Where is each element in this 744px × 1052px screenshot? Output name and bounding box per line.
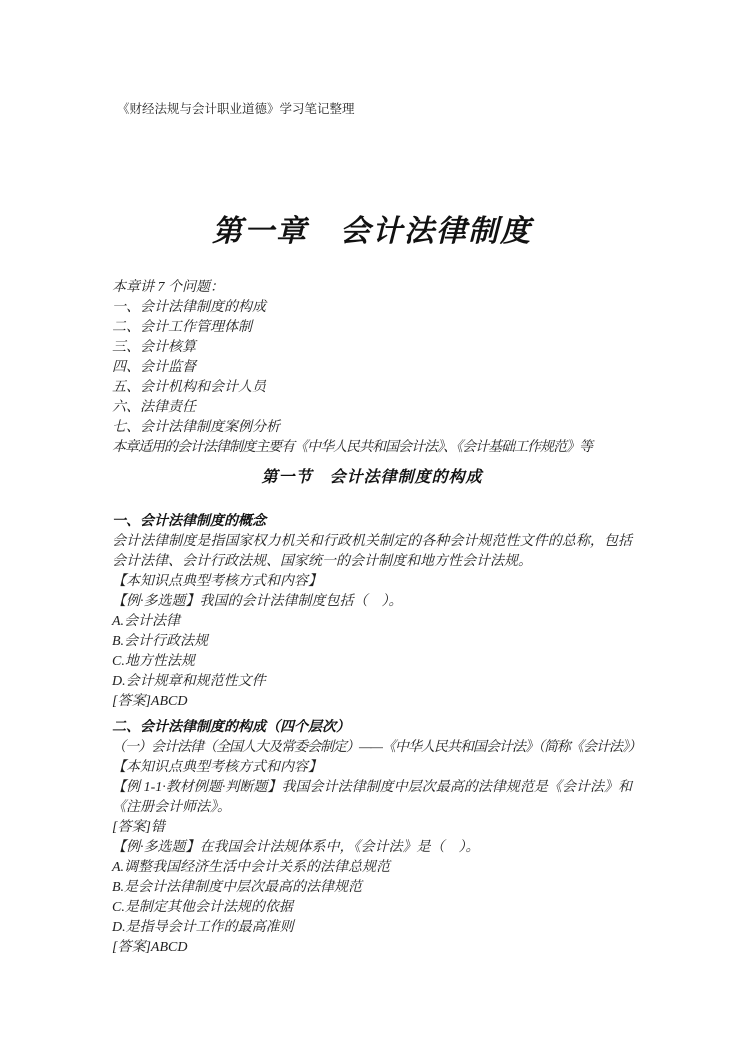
intro-item-3: 三、会计核算 [112, 340, 196, 355]
example2-answer: [答案]错 [112, 820, 165, 835]
section-title: 第一节 会计法律制度的构成 [261, 469, 483, 486]
intro-lead: 本章讲 7 个问题： [112, 280, 224, 295]
example1-answer: [答案]ABCD [112, 694, 188, 709]
example3-option-b: B.是会计法律制度中层次最高的法律规范 [112, 880, 363, 895]
example1-option-d: D.会计规章和规范性文件 [112, 674, 266, 689]
example1-question: 【例·多选题】我国的会计法律制度包括（ ）。 [112, 594, 403, 609]
subsection-heading-concept: 一、会计法律制度的概念 [112, 514, 266, 529]
document-header: 《财经法规与会计职业道德》学习笔记整理 [117, 102, 355, 116]
document-body [112, 278, 641, 958]
intro-item-2: 二、会计工作管理体制 [112, 320, 252, 335]
subsection-heading-structure: 二、会计法律制度的构成（四个层次） [112, 720, 350, 735]
intro-item-5: 五、会计机构和会计人员 [112, 380, 266, 395]
intro-item-6: 六、法律责任 [112, 400, 196, 415]
intro-applicable-note: 本章适用的会计法律制度主要有《中华人民共和国会计法》、《会计基础工作规范》等 [112, 440, 592, 455]
example1-option-b: B.会计行政法规 [112, 634, 209, 649]
example3-option-c: C.是制定其他会计法规的依据 [112, 900, 293, 915]
example2-question: 【例 1-1·教材例题·判断题】我国会计法律制度中层次最高的法律规范是《会计法》和《注册会计师法》。 [112, 780, 632, 815]
chapter-title: 第一章 会计法律制度 [212, 215, 532, 248]
example3-question: 【例·多选题】在我国会计法规体系中，《会计法》是（ ）。 [112, 840, 480, 855]
exam-note-2: 【本知识点典型考核方式和内容】 [112, 760, 322, 775]
intro-item-1: 一、会计法律制度的构成 [112, 300, 266, 315]
example1-option-c: C.地方性法规 [112, 654, 195, 669]
intro-item-7: 七、会计法律制度案例分析 [112, 420, 280, 435]
level1-accounting-law-line: （一）会计法律（全国人大及常委会制定）——《中华人民共和国会计法》（简称《会计法》） [112, 740, 641, 755]
example3-option-a: A.调整我国经济生活中会计关系的法律总规范 [112, 860, 391, 875]
example1-option-a: A.会计法律 [112, 614, 181, 629]
concept-definition: 会计法律制度是指国家权力机关和行政机关制定的各种会计规范性文件的总称，包括会计法律、会计行政法规、国家统一的会计制度和地方性会计法规。 [112, 534, 632, 569]
example3-option-d: D.是指导会计工作的最高准则 [112, 920, 294, 935]
intro-item-4: 四、会计监督 [112, 360, 196, 375]
exam-note-1: 【本知识点典型考核方式和内容】 [112, 574, 322, 589]
example3-answer: [答案]ABCD [112, 940, 188, 955]
